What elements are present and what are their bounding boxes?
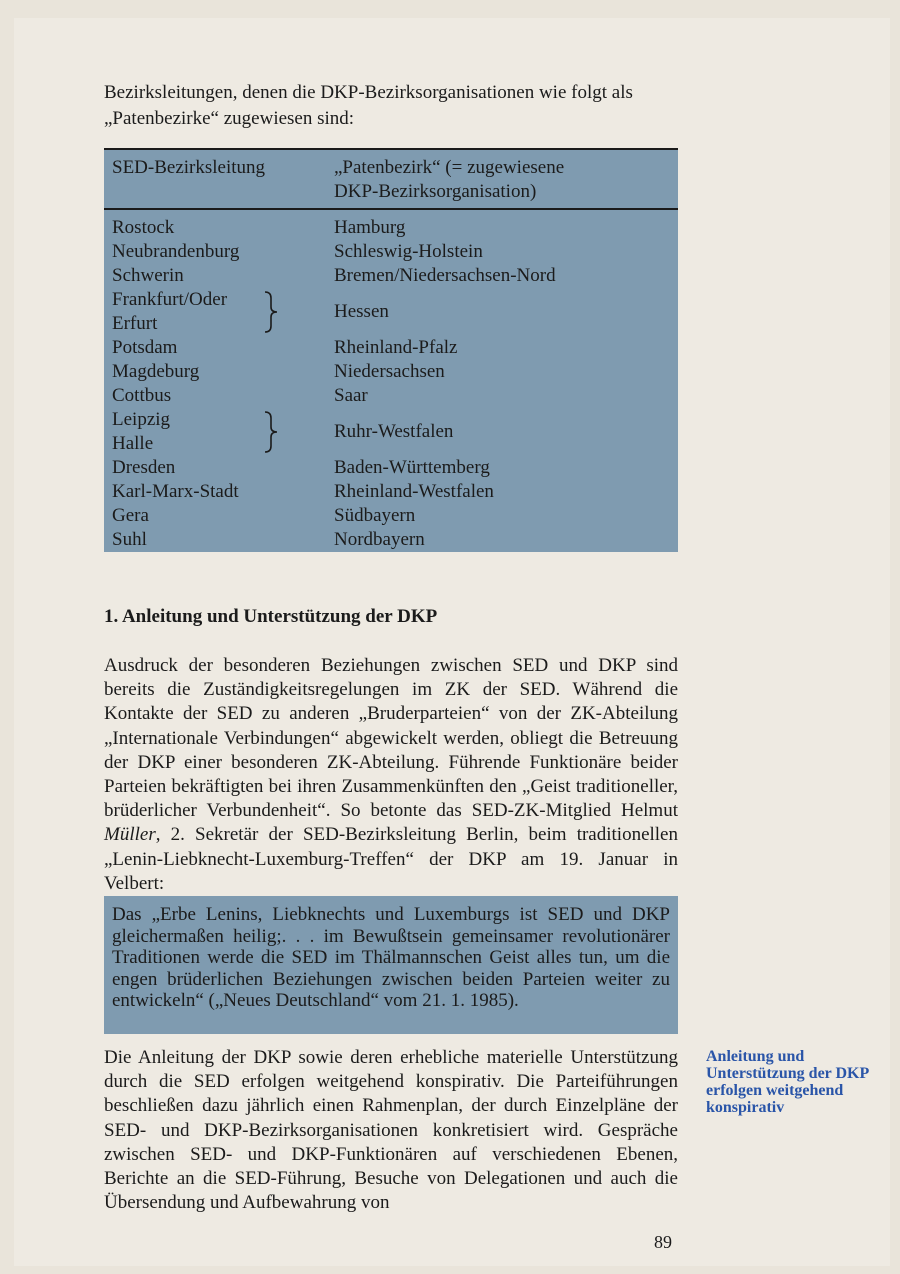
table-header-rule <box>104 208 678 210</box>
table-header-dkp-line-1: „Patenbezirk“ (= zugewiesene <box>334 157 565 178</box>
intro-text <box>104 80 684 132</box>
sed-cell: Erfurt <box>112 313 158 334</box>
dkp-cell: Ruhr-Westfalen <box>334 421 454 442</box>
sed-cell: Karl-Marx-Stadt <box>112 481 239 502</box>
sed-cell: Leipzig <box>112 409 171 430</box>
dkp-cell: Saar <box>334 385 368 406</box>
margin-note: Anleitung und Unterstützung der DKP erfolgen weitgehend konspirativ <box>706 1048 869 1116</box>
dkp-cell: Rheinland-Pfalz <box>334 337 458 358</box>
table-header-dkp-line-2: DKP-Bezirksorganisation) <box>334 181 537 202</box>
dkp-cell: Schleswig-Holstein <box>334 241 483 262</box>
dkp-cell: Bremen/Niedersachsen-Nord <box>334 265 556 286</box>
sed-column <box>112 216 239 552</box>
dkp-cell: Südbayern <box>334 505 416 526</box>
intro-line-2: „Patenbezirke“ zugewiesen sind: <box>104 108 355 129</box>
dkp-cell: Niedersachsen <box>334 361 445 382</box>
sed-cell: Magdeburg <box>112 361 200 382</box>
sed-cell: Potsdam <box>112 337 178 358</box>
body-paragraph-1 <box>104 654 678 896</box>
body-paragraph-2: Die Anleitung der DKP sowie deren erhebliche materielle Unterstützung durch die SED erfolgen weitgehend konspirativ. Die Parteiführungen beschließen dazu jährlich einen Rahmenplan, der durch Einzelpläne der SED- und DKP-Bezirksorganisationen konkretisiert wird. Gespräche zwischen SED- und DKP-Funktionären auf verschiedenen Ebenen, Berichte an die SED-Führung, Besuche von Delegationen und auch die Übersendung und Aufbewahrung von <box>104 1047 678 1214</box>
paragraph-text: , 2. Sekretär der SED-Bezirksleitung Berlin, beim traditionellen „Lenin-Liebknecht-Luxemburg-Treffen“ der DKP am 19. Januar in Velbert: <box>104 824 678 894</box>
dkp-cell: Baden-Württemberg <box>334 457 490 478</box>
person-name: Müller <box>104 824 156 846</box>
section-heading: 1. Anleitung und Unterstützung der DKP <box>104 606 438 627</box>
sed-cell: Schwerin <box>112 265 184 286</box>
dkp-column <box>334 216 556 552</box>
dkp-cell: Nordbayern <box>334 529 425 550</box>
curly-brace-icon <box>262 290 282 334</box>
table-header-dkp <box>334 156 564 204</box>
page-number: 89 <box>654 1232 672 1252</box>
sed-cell: Dresden <box>112 457 176 478</box>
dkp-cell: Rheinland-Westfalen <box>334 481 494 502</box>
dkp-cell: Hamburg <box>334 217 406 238</box>
sed-cell: Frankfurt/Oder <box>112 289 228 310</box>
sed-cell-group <box>112 288 239 336</box>
quote-box: Das „Erbe Lenins, Liebknechts und Luxemburgs ist SED und DKP gleichermaßen heilig;. . . im Bewußtsein gemeinsamer revolutionärer Traditionen werde die SED im Thälmannschen Geist alles tun, um die engen brüderlichen Beziehungen zwischen beiden Parteien weiter zu entwickeln“ („Neues Deutschland“ vom 21. 1. 1985). <box>104 896 678 1034</box>
dkp-cell: Hessen <box>334 301 389 322</box>
sed-cell: Suhl <box>112 529 147 550</box>
paragraph-text: Ausdruck der besonderen Beziehungen zwischen SED und DKP sind bereits die Zuständigkeitsregelungen im ZK der SED. Während die Kontakte der SED zu anderen „Bruderparteien“ von der ZK-Abteilung „Internationale Verbindungen“ abgewickelt werden, obliegt die Betreuung der DKP einer besonderen ZK-Abteilung. Führende Funktionäre beider Parteien bekräftigten bei ihren Zusammenkünften den „Geist traditioneller, brüderlicher Verbundenheit“. So betonte das SED-ZK-Mitglied Helmut <box>104 655 678 822</box>
patenbezirk-table <box>104 148 678 552</box>
sed-cell: Cottbus <box>112 385 172 406</box>
sed-cell-group <box>112 408 239 456</box>
sed-cell: Rostock <box>112 217 175 238</box>
intro-line-1: Bezirksleitungen, denen die DKP-Bezirksorganisationen wie folgt als <box>104 82 633 103</box>
sed-cell: Neubrandenburg <box>112 241 240 262</box>
table-header-sed: SED-Bezirksleitung <box>112 157 266 178</box>
sed-cell: Halle <box>112 433 154 454</box>
curly-brace-icon <box>262 410 282 454</box>
sed-cell: Gera <box>112 505 149 526</box>
